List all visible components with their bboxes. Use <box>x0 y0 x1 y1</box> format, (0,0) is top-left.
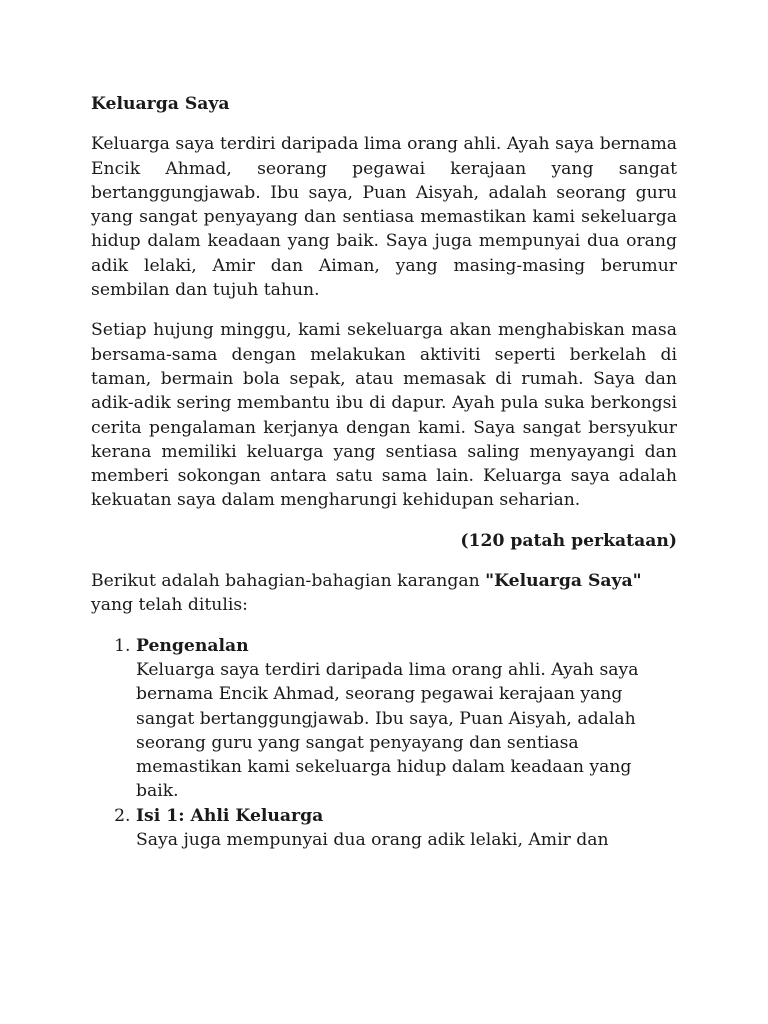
list-item <box>136 634 677 804</box>
section-body: Saya juga mempunyai dua orang adik lelaki, Amir dan <box>136 830 609 851</box>
section-list <box>91 634 677 853</box>
intro-text-before: Berikut adalah bahagian-bahagian karangan <box>91 571 486 592</box>
intro-paragraph <box>91 569 677 618</box>
list-item <box>136 804 677 853</box>
document-title: Keluarga Saya <box>91 94 230 114</box>
section-title: 1. Pengenalan <box>136 635 249 656</box>
document-page <box>91 92 677 852</box>
word-count: (120 patah perkataan) <box>460 530 677 551</box>
intro-text-bold: "Keluarga Saya" <box>485 571 642 592</box>
section-body: Keluarga saya terdiri daripada lima orang ahli. Ayah saya bernama Encik Ahmad, seorang pegawai kerajaan yang sangat bertanggungjawab. Ibu saya, Puan Aisyah, adalah seorang guru yang sangat penyayang dan sentiasa memastikan kami sekeluarga hidup dalam keadaan yang baik. <box>136 659 639 802</box>
paragraph-1: Keluarga saya terdiri daripada lima orang ahli. Ayah saya bernama Encik Ahmad, seorang pegawai kerajaan yang sangat bertanggungjawab. Ibu saya, Puan Aisyah, adalah seorang guru yang sangat penyayang dan sentiasa memastikan kami sekeluarga hidup dalam keadaan yang baik. Saya juga mempunyai dua orang adik lelaki, Amir dan Aiman, yang masing-masing berumur sembilan dan tujuh tahun. <box>91 134 677 301</box>
section-title: 2. Isi 1: Ahli Keluarga <box>136 805 324 826</box>
paragraph-2: Setiap hujung minggu, kami sekeluarga akan menghabiskan masa bersama-sama dengan melakukan aktiviti seperti berkelah di taman, bermain bola sepak, atau memasak di rumah. Saya dan adik-adik sering membantu ibu di dapur. Ayah pula suka berkongsi cerita pengalaman kerjanya dengan kami. Saya sangat bersyukur kerana memiliki keluarga yang sentiasa saling menyayangi dan memberi sokongan antara satu sama lain. Keluarga saya adalah kekuatan saya dalam mengharungi kehidupan seharian. <box>91 320 677 511</box>
intro-text-after: yang telah ditulis: <box>91 595 248 616</box>
